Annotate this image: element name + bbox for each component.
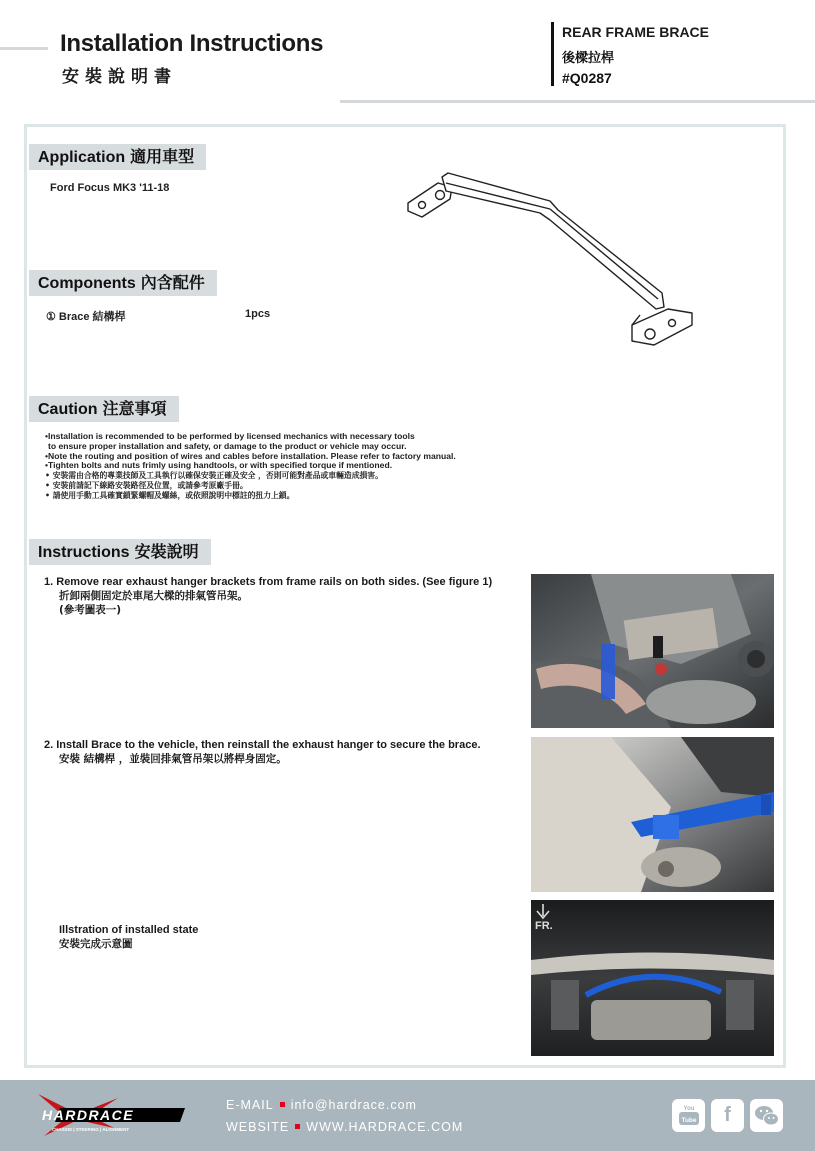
caution-line: •Tighten bolts and nuts frimly using handtools, or with specified torque if mentioned. [45, 460, 393, 471]
front-direction-marker: FR. [535, 920, 553, 932]
caution-line: • 請使用手動工具確實鎖緊螺帽及螺絲，或依照說明中標註的扭力上鎖。 [45, 490, 295, 500]
red-square-icon [295, 1124, 300, 1129]
caution-line: • 安裝前請記下線路安裝路徑及位置，或請參考原廠手冊。 [45, 480, 248, 490]
product-name-zh: 後樑拉桿 [562, 51, 615, 66]
facebook-icon[interactable]: f [711, 1099, 744, 1132]
email-link[interactable]: info@hardrace.com [290, 1098, 417, 1112]
caution-line: •Note the routing and position of wires and cables before installation. Please refer to factory manual. [45, 450, 456, 461]
caution-heading-zh: 注意事項 [102, 399, 167, 418]
email-label: E-MAIL [226, 1098, 274, 1112]
step-text-en: Remove rear exhaust hanger brackets from frame rails on both sides. (See figure 1) [56, 576, 493, 588]
step-number: 2. [44, 739, 54, 751]
website-label: WEBSITE [226, 1120, 290, 1134]
youtube-icon[interactable] [672, 1099, 705, 1132]
caution-line: to ensure proper installation and safety, or damage to the product or vehicle may occur. [48, 440, 407, 451]
step-number: 1. [44, 576, 54, 588]
product-divider [551, 22, 554, 86]
footer-email [226, 1098, 417, 1112]
components-heading-zh: 內含配件 [140, 273, 205, 292]
step-2-photo [531, 737, 774, 892]
caution-line: • 安裝需由合格的專業技師及工具執行以確保安裝正確及安全 ，否則可能對產品或車輛造成損害。 [45, 471, 383, 481]
component-item-qty: 1pcs [245, 308, 271, 320]
caution-line: •Installation is recommended to be performed by licensed mechanics with necessary tools [45, 431, 415, 441]
application-heading-zh: 適用車型 [130, 147, 195, 166]
caution-heading-en: Caution [38, 401, 98, 418]
brand-tagline: CHASSIS | STEERING | ALIGNMENT [52, 1127, 130, 1132]
header-rule-left [0, 47, 48, 50]
step-text-zh: 折卸兩側固定於車尾大樑的排氣管吊架。 [59, 590, 248, 602]
caution-heading [29, 396, 179, 422]
application-heading [29, 144, 206, 170]
installed-state-caption [59, 923, 198, 951]
hardrace-logo [30, 1092, 195, 1140]
red-square-icon [280, 1102, 285, 1107]
website-link[interactable]: WWW.HARDRACE.COM [306, 1120, 464, 1134]
step-text-zh: 安裝 結構桿 ，並裝回排氣管吊架以將桿身固定。 [59, 753, 287, 765]
product-code: #Q0287 [562, 70, 612, 86]
page-title: Installation Instructions [60, 30, 324, 57]
step-text-zh-ref: (參考圖表一) [59, 604, 122, 616]
components-heading [29, 270, 217, 296]
brace-product-drawing [400, 165, 700, 360]
application-heading-en: Application [38, 149, 126, 166]
instructions-heading [29, 539, 211, 565]
caption-en: Illstration of installed state [59, 924, 199, 936]
caption-zh: 安裝完成示意圖 [59, 938, 133, 950]
instructions-heading-zh: 安裝說明 [134, 542, 199, 561]
svg-text:You: You [683, 1106, 694, 1112]
step-text-en: Install Brace to the vehicle, then reinstall the exhaust hanger to secure the brace. [56, 739, 481, 751]
instruction-step-2 [44, 738, 481, 766]
product-name: REAR FRAME BRACE [562, 24, 709, 40]
footer-website [226, 1120, 463, 1134]
figure-1-photo [531, 574, 774, 728]
page-title-zh: 安裝說明書 [62, 67, 177, 87]
vehicle-fitment: Ford Focus MK3 '11-18 [50, 182, 170, 194]
installed-state-photo [531, 900, 774, 1056]
caution-list [45, 432, 456, 501]
components-heading-en: Components [38, 275, 136, 292]
svg-text:Tube: Tube [680, 1117, 697, 1124]
instructions-heading-en: Instructions [38, 544, 130, 561]
brand-wordmark: HARDRACE [42, 1107, 135, 1123]
instruction-step-1 [44, 575, 492, 617]
wechat-icon[interactable] [750, 1099, 783, 1132]
component-item-name: ① Brace 結構桿 [46, 311, 126, 323]
header-rule-right [340, 100, 815, 103]
